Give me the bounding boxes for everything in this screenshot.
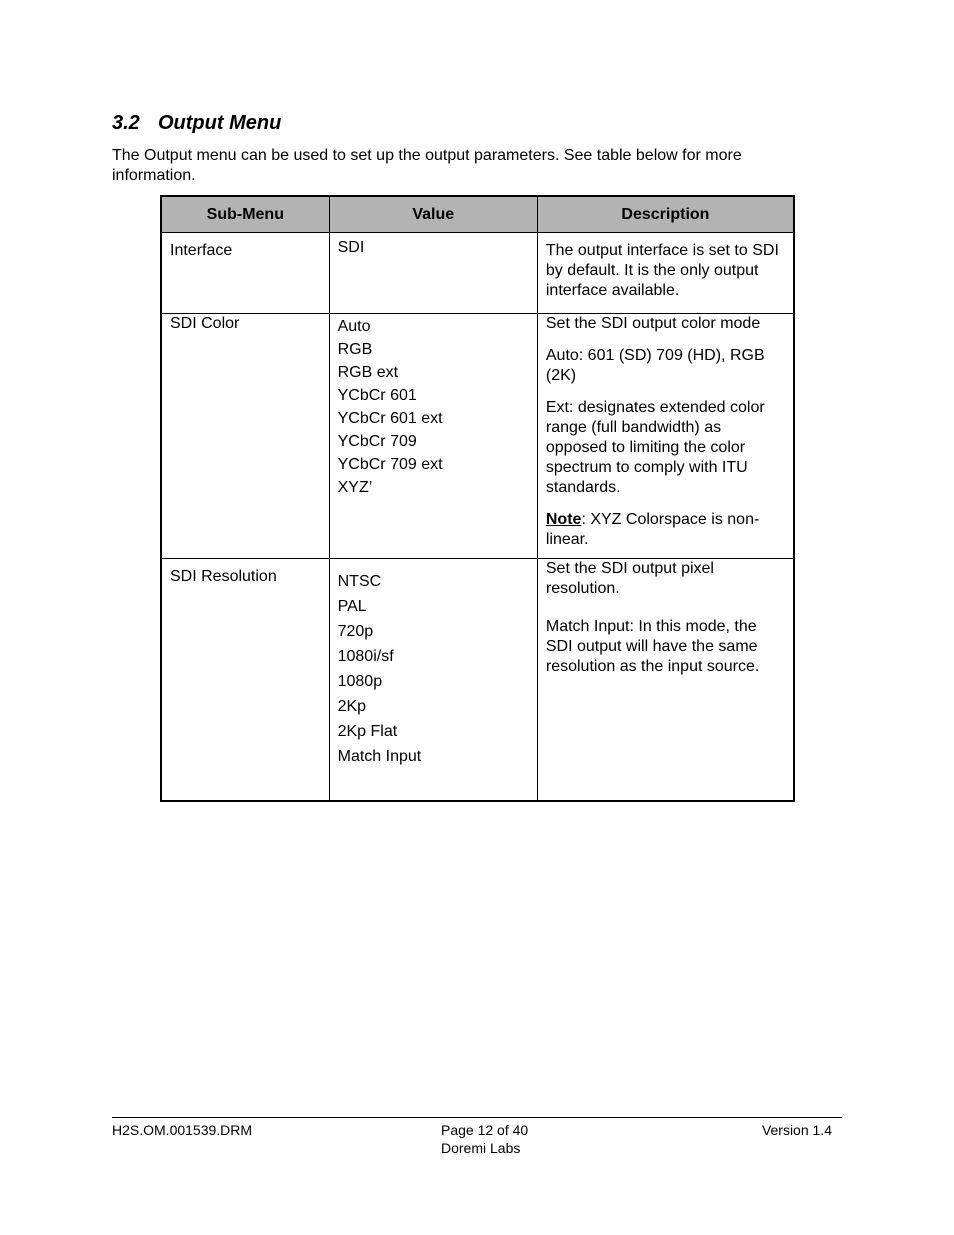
value-item: YCbCr 709 ext <box>337 456 443 473</box>
description-text: Set the SDI output pixel resolution. <box>545 560 714 597</box>
footer-center <box>441 1121 528 1157</box>
value-item: 1080p <box>337 673 383 690</box>
value-item: RGB ext <box>337 364 399 381</box>
submenu-cell: Interface <box>161 233 329 314</box>
table-header-row <box>161 196 794 233</box>
value-cell <box>329 559 537 802</box>
description-cell <box>537 314 794 559</box>
value-item: Auto <box>337 318 371 335</box>
value-item: 720p <box>337 623 374 640</box>
value-cell <box>329 314 537 559</box>
value-item: YCbCr 601 ext <box>337 410 443 427</box>
output-menu-table <box>160 195 795 802</box>
value-item: PAL <box>337 598 367 615</box>
intro-paragraph: The Output menu can be used to set up the output parameters. See table below for more information. <box>112 147 742 184</box>
section-heading <box>112 112 281 135</box>
table-row-interface <box>161 233 794 314</box>
value-item: YCbCr 601 <box>337 387 417 404</box>
section-title: Output Menu <box>158 112 282 134</box>
header-value: Value <box>329 196 537 233</box>
description-text: Auto: 601 (SD) 709 (HD), RGB (2K) <box>545 347 765 384</box>
value-item: 2Kp Flat <box>337 723 398 740</box>
description-text: Match Input: In this mode, the SDI output will have the same resolution as the input source. <box>545 618 760 675</box>
value-item: 1080i/sf <box>337 648 394 665</box>
description-text: The output interface is set to SDI by default. It is the only output interface available. <box>545 242 779 299</box>
value-item: RGB <box>337 341 373 358</box>
table-row-sdi-color <box>161 314 794 559</box>
note-paragraph <box>546 510 785 550</box>
description-text: Ext: designates extended color range (full bandwidth) as opposed to limiting the color spectrum to comply with ITU standards. <box>545 399 765 496</box>
table-row-sdi-resolution <box>161 559 794 802</box>
submenu-cell: SDI Resolution <box>161 559 329 802</box>
footer-page-number: Page 12 of 40 <box>441 1122 529 1138</box>
value-item: XYZ’ <box>337 479 373 496</box>
value-item: 2Kp <box>337 698 367 715</box>
footer-company: Doremi Labs <box>441 1140 521 1156</box>
note-label: Note <box>545 511 582 528</box>
value-item: SDI <box>337 239 365 256</box>
value-item: NTSC <box>337 573 382 590</box>
description-cell <box>537 559 794 802</box>
description-text: Set the SDI output color mode <box>545 315 761 332</box>
value-item: YCbCr 709 <box>337 433 417 450</box>
header-submenu: Sub-Menu <box>161 196 329 233</box>
header-description: Description <box>537 196 794 233</box>
value-cell <box>329 233 537 314</box>
value-item: Match Input <box>337 748 422 765</box>
footer-doc-id: H2S.OM.001539.DRM <box>112 1122 253 1138</box>
note-text: : XYZ Colorspace is non-linear. <box>545 511 760 548</box>
description-cell <box>537 233 794 314</box>
section-number: 3.2 <box>112 112 140 134</box>
footer-version: Version 1.4 <box>761 1122 832 1138</box>
submenu-cell: SDI Color <box>161 314 329 559</box>
footer-divider <box>112 1117 842 1118</box>
